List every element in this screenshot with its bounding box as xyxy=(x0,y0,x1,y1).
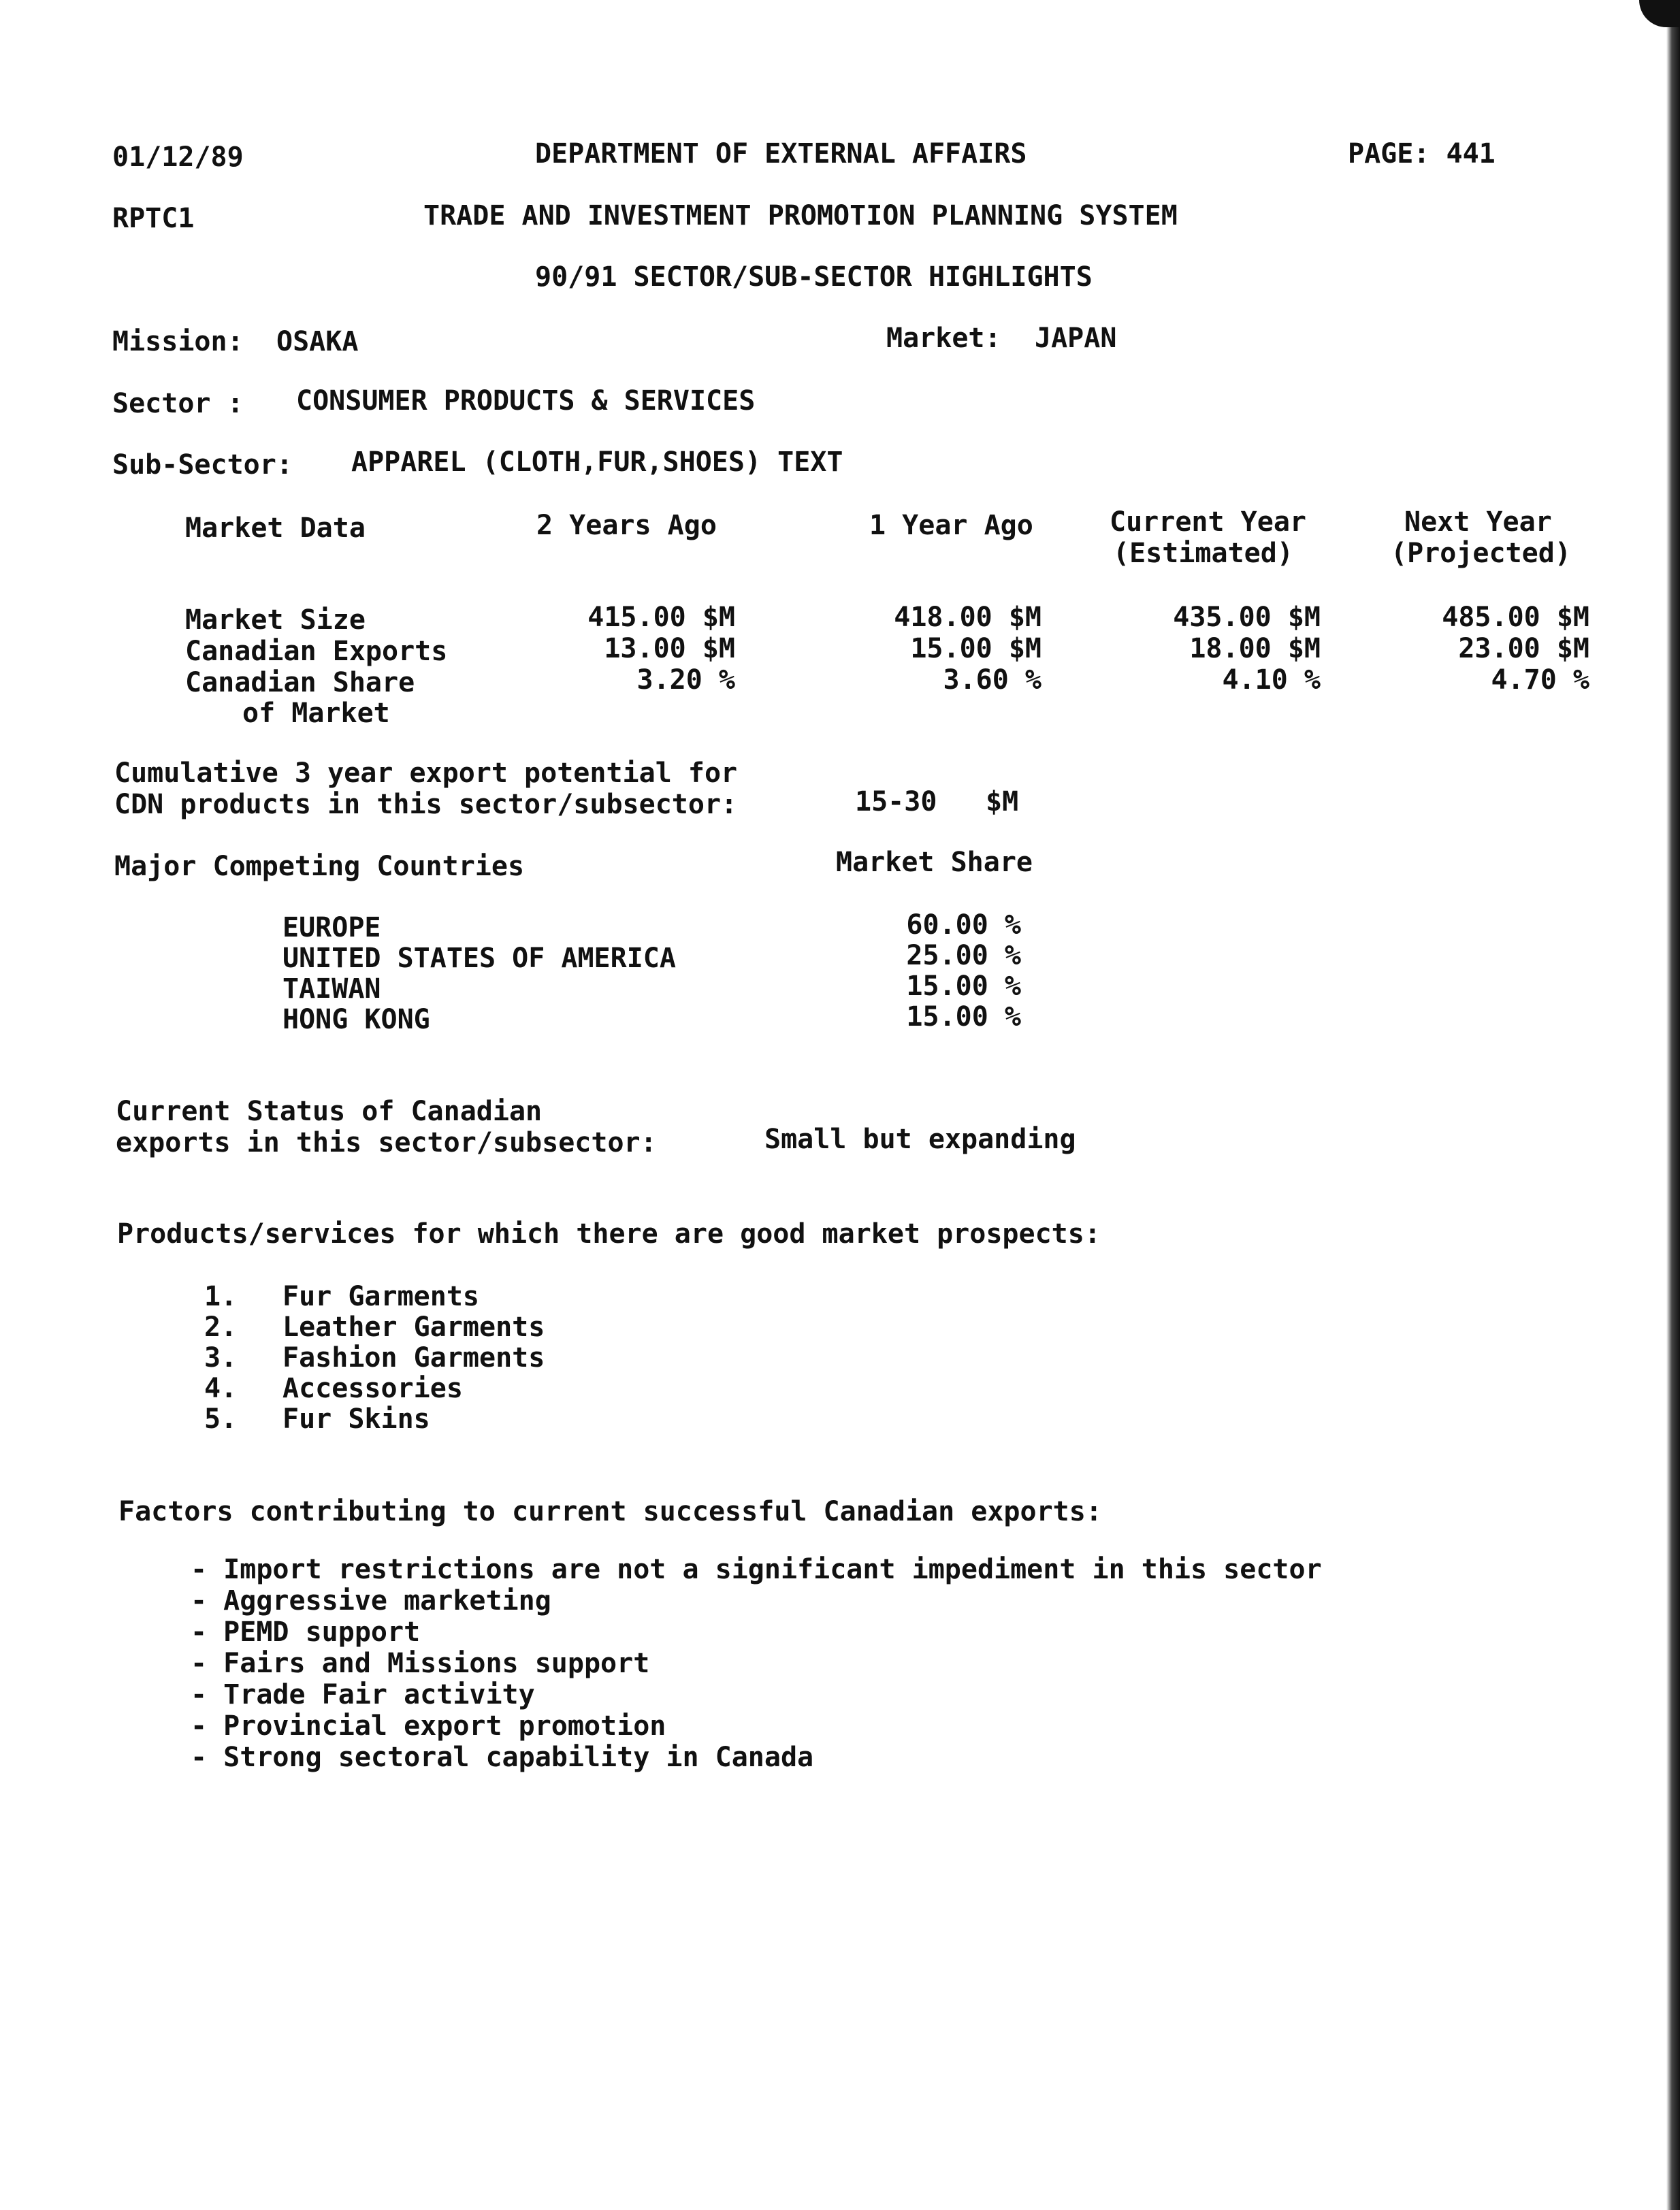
prospect-item: Fur Skins xyxy=(282,1403,430,1435)
subsector-value: APPAREL (CLOTH,FUR,SHOES) TEXT xyxy=(351,446,843,478)
prospect-number: 1. xyxy=(204,1281,238,1312)
table-header-next-year: Next Year xyxy=(1404,506,1552,538)
potential-unit: $M xyxy=(986,786,1019,817)
scan-edge xyxy=(1666,0,1680,2210)
report-code: RPTC1 xyxy=(112,203,195,234)
factor-item: - Fairs and Missions support xyxy=(191,1648,650,1679)
row-label-canadian-share: Canadian Share xyxy=(185,667,415,698)
potential-line-2: CDN products in this sector/subsector: xyxy=(114,789,738,820)
factor-item: - Import restrictions are not a significant impediment in this sector xyxy=(191,1554,1322,1585)
table-header-2-years-ago: 2 Years Ago xyxy=(536,510,717,541)
status-value: Small but expanding xyxy=(764,1124,1076,1155)
prospects-title: Products/services for which there are good market prospects: xyxy=(117,1218,1101,1250)
competitor-share: 25.00 % xyxy=(906,940,1021,971)
status-line-1: Current Status of Canadian xyxy=(116,1096,543,1127)
prospect-item: Fashion Garments xyxy=(282,1342,545,1374)
cell-market-size-next: 485.00 $M xyxy=(1442,602,1589,633)
competitor-country: TAIWAN xyxy=(282,973,381,1005)
potential-value: 15-30 xyxy=(855,786,937,817)
system-title: TRADE AND INVESTMENT PROMOTION PLANNING SYSTEM xyxy=(423,200,1178,231)
page-number: PAGE: 441 xyxy=(1348,138,1496,169)
table-header-current-year: Current Year xyxy=(1110,506,1306,538)
cell-exports-1ya: 15.00 $M xyxy=(910,633,1041,664)
potential-line-1: Cumulative 3 year export potential for xyxy=(114,758,738,789)
prospect-item: Accessories xyxy=(282,1373,463,1404)
subsector-label: Sub-Sector: xyxy=(112,449,293,481)
factor-item: - Aggressive marketing xyxy=(191,1585,551,1616)
competitors-title: Major Competing Countries xyxy=(114,851,525,882)
row-label-of-market: of Market xyxy=(242,698,390,729)
cell-share-2ya: 3.20 % xyxy=(636,664,735,696)
prospect-number: 5. xyxy=(204,1403,238,1435)
competitor-share: 60.00 % xyxy=(906,909,1021,941)
factor-item: - Trade Fair activity xyxy=(191,1679,535,1710)
cell-exports-2ya: 13.00 $M xyxy=(604,633,735,664)
cell-share-1ya: 3.60 % xyxy=(943,664,1041,696)
cell-exports-current: 18.00 $M xyxy=(1189,633,1321,664)
cell-market-size-2ya: 415.00 $M xyxy=(587,602,735,633)
cell-share-current: 4.10 % xyxy=(1222,664,1321,696)
prospect-number: 4. xyxy=(204,1373,238,1404)
prospect-item: Leather Garments xyxy=(282,1312,545,1343)
table-header-market-data: Market Data xyxy=(185,513,366,544)
competitor-share: 15.00 % xyxy=(906,1001,1021,1033)
row-label-canadian-exports: Canadian Exports xyxy=(185,636,448,667)
sector-label: Sector : xyxy=(112,388,244,419)
market-label: Market: xyxy=(886,323,1001,354)
department-title: DEPARTMENT OF EXTERNAL AFFAIRS xyxy=(535,138,1027,169)
scan-corner xyxy=(1639,0,1680,27)
prospect-number: 2. xyxy=(204,1312,238,1343)
market-value: JAPAN xyxy=(1035,323,1117,354)
status-line-2: exports in this sector/subsector: xyxy=(116,1127,657,1158)
report-date: 01/12/89 xyxy=(112,142,244,173)
mission-value: OSAKA xyxy=(276,326,359,357)
table-header-projected: (Projected) xyxy=(1391,538,1571,569)
sector-value: CONSUMER PRODUCTS & SERVICES xyxy=(296,385,756,417)
factor-item: - Strong sectoral capability in Canada xyxy=(191,1742,814,1773)
cell-exports-next: 23.00 $M xyxy=(1458,633,1589,664)
row-label-market-size: Market Size xyxy=(185,604,366,636)
cell-share-next: 4.70 % xyxy=(1491,664,1589,696)
table-header-estimated: (Estimated) xyxy=(1113,538,1293,569)
competitor-country: EUROPE xyxy=(282,912,381,943)
report-title: 90/91 SECTOR/SUB-SECTOR HIGHLIGHTS xyxy=(535,261,1093,293)
factor-item: - PEMD support xyxy=(191,1616,421,1648)
competitor-country: HONG KONG xyxy=(282,1004,430,1035)
table-header-1-year-ago: 1 Year Ago xyxy=(869,510,1033,541)
mission-label: Mission: xyxy=(112,326,244,357)
factor-item: - Provincial export promotion xyxy=(191,1710,666,1742)
cell-market-size-current: 435.00 $M xyxy=(1173,602,1321,633)
cell-market-size-1ya: 418.00 $M xyxy=(894,602,1041,633)
factors-title: Factors contributing to current successful Canadian exports: xyxy=(118,1496,1102,1527)
competitors-share-title: Market Share xyxy=(836,847,1033,878)
competitor-country: UNITED STATES OF AMERICA xyxy=(282,943,676,974)
prospect-item: Fur Garments xyxy=(282,1281,479,1312)
prospect-number: 3. xyxy=(204,1342,238,1374)
competitor-share: 15.00 % xyxy=(906,971,1021,1002)
